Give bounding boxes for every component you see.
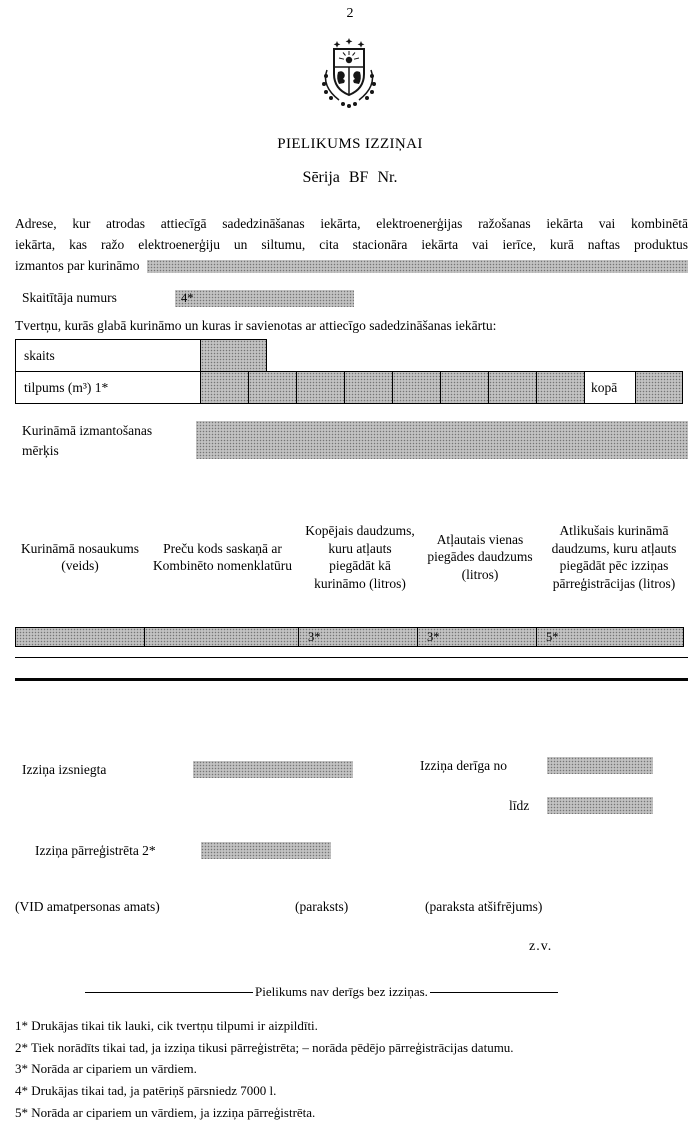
fuel-header-cell: Atlikušais kurināmā daudzums, kuru atļauts piegādāt pēc izziņas pārreģistrācijas (litros) xyxy=(551,523,677,591)
thick-rule xyxy=(15,678,688,681)
footnote: 4* Drukājas tikai tad, ja patēriņš pārsniedz 7000 l. xyxy=(15,1083,277,1099)
tank-total-field[interactable] xyxy=(635,371,683,404)
purpose-label: Kurināmā izmantošanas mērķis xyxy=(22,423,153,458)
series-line: Sērija BF Nr. xyxy=(302,169,398,186)
coat-of-arms-icon xyxy=(317,36,381,110)
until-label: līdz xyxy=(509,798,530,813)
meter-number-label: Skaitītāja numurs xyxy=(22,290,117,305)
tank-volume-cell[interactable] xyxy=(296,371,345,404)
tank-count-row xyxy=(15,339,683,372)
tank-count-label: skaits xyxy=(24,347,55,363)
tank-volume-cell[interactable] xyxy=(248,371,297,404)
tank-volume-row xyxy=(15,371,683,404)
valid-from-label: Izziņa derīga no xyxy=(420,758,507,773)
divider-line xyxy=(430,992,558,993)
divider-text: Pielikums nav derīgs bez izziņas. xyxy=(255,984,428,999)
tanks-table xyxy=(15,339,683,404)
footnotes xyxy=(15,1015,691,1124)
valid-from-field[interactable] xyxy=(547,757,653,774)
tank-volume-cell[interactable] xyxy=(536,371,585,404)
footnote: 3* Norāda ar cipariem un vārdiem. xyxy=(15,1061,197,1077)
fuel-header-cell: Kopējais daudzums, kuru atļauts piegādāt kā kurināmo (litros) xyxy=(305,523,415,591)
purpose-field[interactable] xyxy=(196,421,688,459)
tanks-intro: Tvertņu, kurās glabā kurināmo un kuras ir savienotas ar attiecīgo sadedzināšanas iekārtu: xyxy=(15,318,497,333)
divider-line xyxy=(85,992,253,993)
page-number: 2 xyxy=(346,6,354,21)
fuel-data-cell[interactable] xyxy=(144,627,299,647)
signature-name-label: (paraksta atšifrējums) xyxy=(425,899,543,914)
footnote: 1* Drukājas tikai tik lauki, cik tvertņu tilpumi ir aizpildīti. xyxy=(15,1018,318,1033)
footnote: 5* Norāda ar cipariem un vārdiem, ja izziņa pārreģistrēta. xyxy=(15,1104,316,1120)
fuel-table-header xyxy=(15,487,688,627)
tank-volume-cell[interactable] xyxy=(440,371,489,404)
signature-label: (paraksts) xyxy=(295,899,349,914)
tank-volume-cell[interactable] xyxy=(344,371,393,404)
fuel-data-cell[interactable]: 3* xyxy=(298,627,418,647)
meter-number-field[interactable]: 4* xyxy=(175,290,354,307)
tank-volume-cell[interactable] xyxy=(200,371,249,404)
reregistered-date-field[interactable] xyxy=(201,842,331,859)
issued-label: Izziņa izsniegta xyxy=(22,762,107,777)
tank-volume-label-cell xyxy=(15,371,201,404)
address-line: izmantos par kurināmo xyxy=(15,258,140,273)
issued-date-field[interactable] xyxy=(193,761,353,778)
address-fill-field[interactable] xyxy=(147,260,688,273)
fuel-header-cell: Kurināmā nosaukums (veids) xyxy=(20,540,140,573)
fuel-data-cell[interactable]: 3* xyxy=(417,627,537,647)
kopa-label: kopā xyxy=(591,379,618,395)
official-position-label: (VID amatpersonas amats) xyxy=(15,899,160,914)
tank-volume-cell[interactable] xyxy=(488,371,537,404)
fuel-data-cell[interactable]: 5* xyxy=(536,627,684,647)
seal-mark: z.v. xyxy=(529,939,553,954)
tank-volume-cell[interactable] xyxy=(392,371,441,404)
address-line: Adrese, kur atrodas attiecīgā sadedzināšanas iekārta, elektroenerģijas ražošanas iekārta vai kombinētā xyxy=(15,216,688,231)
kopa-label-cell xyxy=(584,371,636,404)
separator-line xyxy=(15,657,688,658)
fuel-data-cell[interactable] xyxy=(15,627,145,647)
page-title: PIELIKUMS IZZIŅAI xyxy=(277,136,423,152)
footnote: 2* Tiek norādīts tikai tad, ja izziņa tikusi pārreģistrēta; – norāda pēdējo pārreģistrācijas datumu. xyxy=(15,1039,514,1055)
fuel-data-row xyxy=(15,627,688,647)
reregistered-label: Izziņa pārreģistrēta 2* xyxy=(35,843,156,858)
fuel-header-cell: Atļautais vienas piegādes daudzums (litros) xyxy=(427,531,533,582)
tank-count-label-cell xyxy=(15,339,201,372)
tank-volume-label: tilpums (m³) 1* xyxy=(24,379,109,395)
valid-until-field[interactable] xyxy=(547,797,653,814)
address-line: iekārta, kas ražo elektroenerģiju un siltumu, cita stacionāra iekārta vai ierīce, kurā naftas produktus xyxy=(15,237,688,252)
address-paragraph xyxy=(15,213,688,276)
tank-count-field[interactable] xyxy=(200,339,267,372)
divider xyxy=(85,984,595,1000)
fuel-header-cell: Preču kods saskaņā ar Kombinēto nomenklatūru xyxy=(152,540,293,573)
